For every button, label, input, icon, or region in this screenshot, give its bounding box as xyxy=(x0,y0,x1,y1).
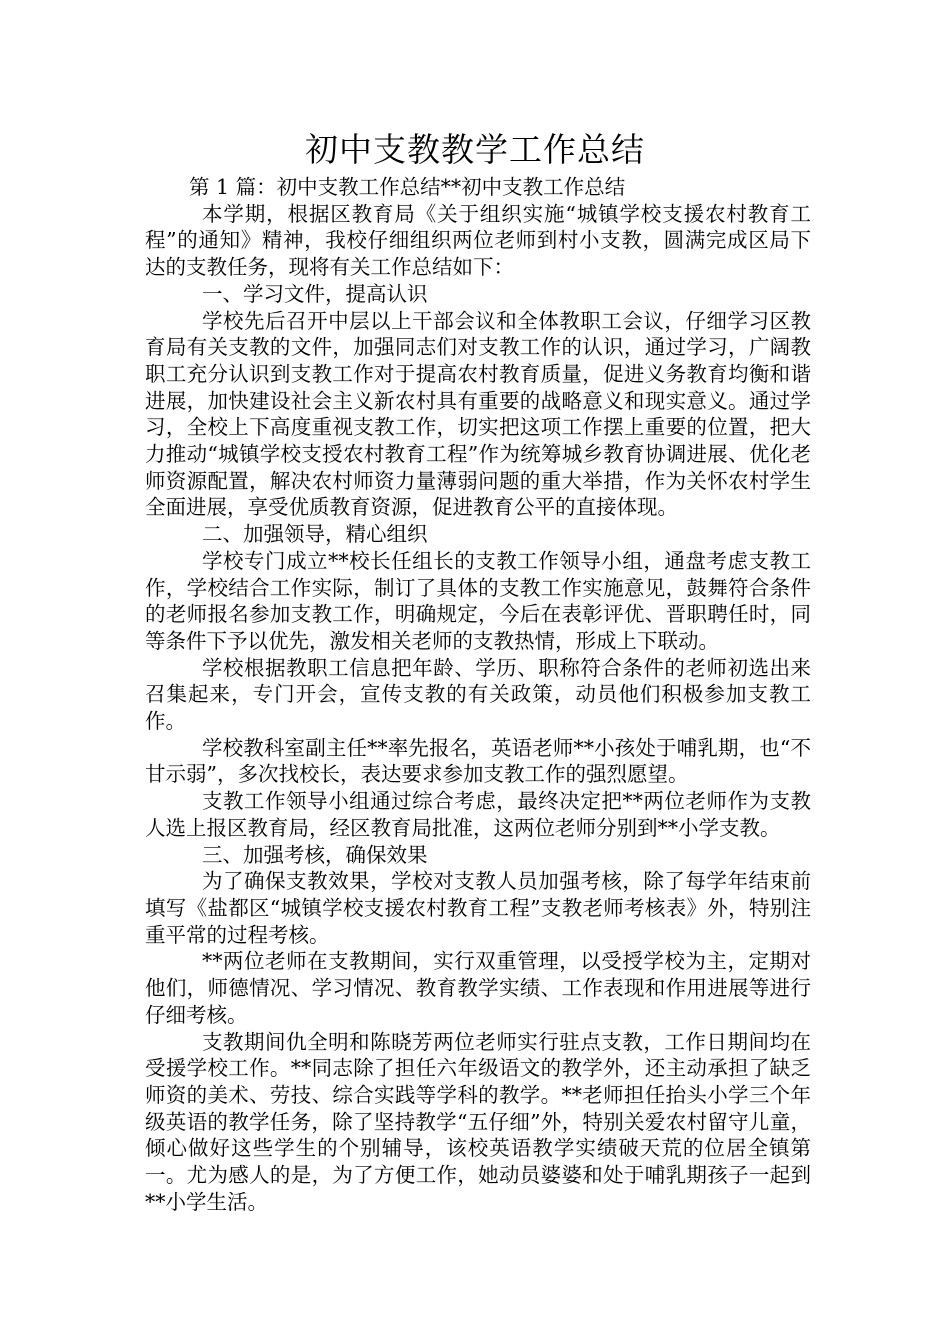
body-paragraph: 学校先后召开中层以上干部会议和全体教职工会议，仔细学习区教育局有关支教的文件，加强同志们对支教工作的认识，通过学习，广阔教职工充分认识到支教工作对于提高农村教育质量，促进义务教育均衡和谐进展，加快建设社会主义新农村具有重要的战略意义和现实意义。通过学习，全校上下高度重视支教工作，切实把这项工作摆上重要的位置，把大力推动“城镇学校支授农村教育工程”作为统筹城乡教育协调进展、优化老师资源配置，解决农村师资力量薄弱问题的重大举措，作为关怀农村学生全面进展，享受优质教育资源，促进教育公平的直接体现。 xyxy=(145,308,811,520)
section-heading-2: 二、加强领导，精心组织 xyxy=(202,522,428,547)
section-heading-1: 一、学习文件，提高认识 xyxy=(202,281,428,306)
body-paragraph: 支教期间仇全明和陈晓芳两位老师实行驻点支教，工作日期间均在受援学校工作。**同志除了担任六年级语文的教学外，还主动承担了缺乏师资的美术、劳技、综合实践等学科的教学。**老师担任抬头小学三个年级英语的教学任务，除了坚持教学“五仔细”外，特别关爱农村留守儿童，倾心做好这些学生的个别辅导，该校英语教学实绩破天荒的位居全镇第一。尤为感人的是，为了方便工作，她动员婆婆和处于哺乳期孩子一起到**小学生活。 xyxy=(145,1029,811,1214)
document-body xyxy=(145,174,811,1215)
document-title: 初中支教教学工作总结 xyxy=(305,130,645,169)
document-subtitle: 第 1 篇：初中支教工作总结**初中支教工作总结 xyxy=(189,175,626,199)
intro-paragraph: 本学期，根据区教育局《关于组织实施“城镇学校支援农村教育工程”的通知》精神，我校仔细组织两位老师到村小支教，圆满完成区局下达的支教任务，现将有关工作总结如下： xyxy=(145,201,811,280)
body-paragraph: 为了确保支教效果，学校对支教人员加强考核，除了每学年结束前填写《盐都区“城镇学校支援农村教育工程”支教老师考核表》外，特别注重平常的过程考核。 xyxy=(145,869,811,947)
section-heading-3: 三、加强考核，确保效果 xyxy=(202,842,428,867)
body-paragraph: **两位老师在支教期间，实行双重管理，以受授学校为主，定期对他们，师德情况、学习情况、教育教学实绩、工作表现和作用进展等进行仔细考核。 xyxy=(145,949,811,1027)
body-paragraph: 学校教科室副主任**率先报名，英语老师**小孩处于哺乳期，也“不甘示弱”，多次找校长，表达要求参加支教工作的强烈愿望。 xyxy=(145,735,811,787)
body-paragraph: 学校根据教职工信息把年龄、学历、职称符合条件的老师初选出来召集起来，专门开会，宣传支教的有关政策，动员他们积极参加支教工作。 xyxy=(145,655,811,734)
body-paragraph: 支教工作领导小组通过综合考虑，最终决定把**两位老师作为支教人选上报区教育局，经区教育局批准，这两位老师分别到**小学支教。 xyxy=(145,789,811,840)
body-paragraph: 学校专门成立**校长任组长的支教工作领导小组，通盘考虑支教工作，学校结合工作实际，制订了具体的支教工作实施意见，鼓舞符合条件的老师报名参加支教工作，明确规定，今后在表彰评优、晋职聘任时，同等条件下予以优先，激发相关老师的支教热情，形成上下联动。 xyxy=(145,548,811,653)
